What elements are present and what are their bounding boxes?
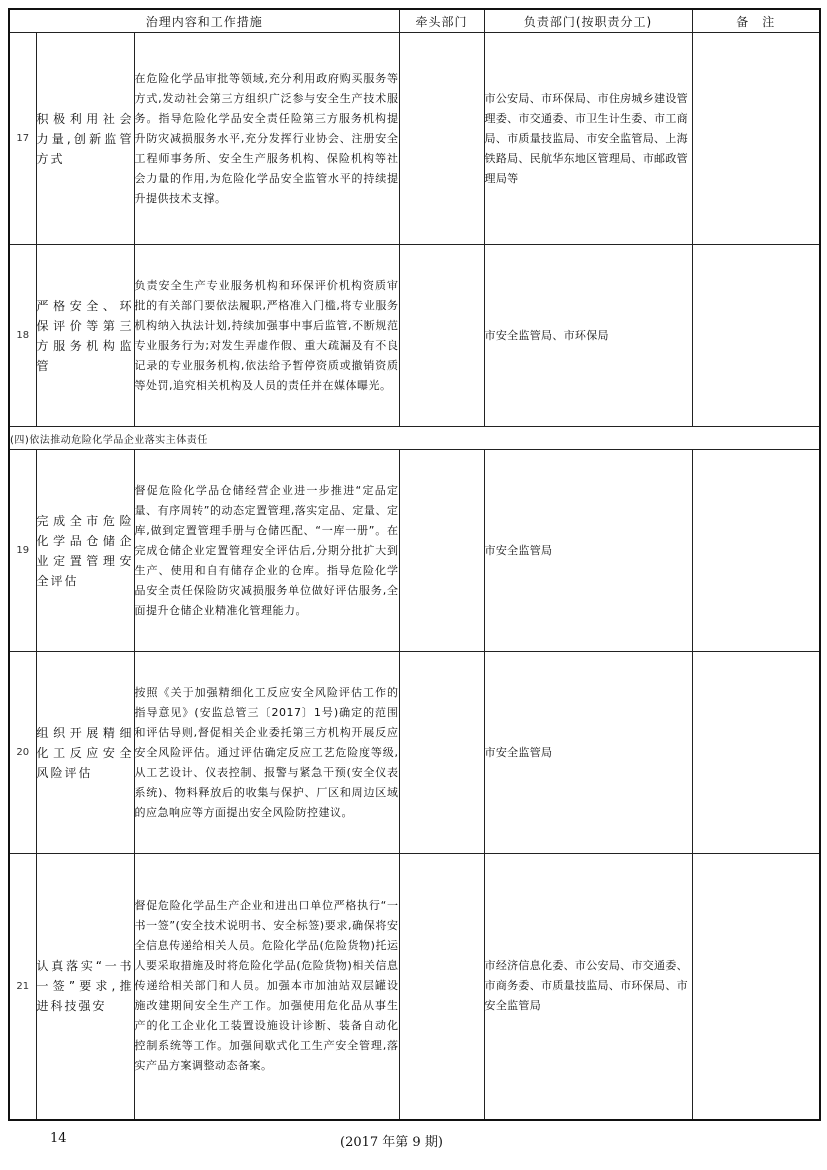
row-lead <box>399 854 484 1120</box>
header-row <box>9 9 820 33</box>
row-item: 认真落实“一书一签”要求,推进科技强安 <box>36 854 134 1120</box>
page-number: 14 <box>50 1131 67 1146</box>
row-responsible: 市经济信息化委、市公安局、市交通委、市商务委、市质量技监局、市环保局、市安全监管局 <box>484 854 692 1120</box>
row-responsible: 市安全监管局 <box>484 652 692 854</box>
row-measure: 按照《关于加强精细化工反应安全风险评估工作的指导意见》(安监总管三〔2017〕1号)确定的范围和评估导则,督促相关企业委托第三方机构开展反应安全风险评估。通过评估确定反应工艺危险度等级,从工艺设计、仪表控制、报警与紧急干预(安全仪表系统)、物料释放后的收集与保护、厂区和周边区域的应急响应等方面提出安全风险防控建议。 <box>134 652 399 854</box>
row-measure: 督促危险化学品仓储经营企业进一步推进“定品定量、有序周转”的动态定置管理,落实定品、定量、定库,做到定置管理手册与仓储匹配、“一库一册”。在完成仓储企业定置管理安全评估后,分期分批扩大到生产、使用和自有储存企业的仓库。指导危险化学品安全责任保险防灾减损服务单位做好评估服务,全面提升仓储企业精准化管理能力。 <box>134 450 399 652</box>
row-number: 18 <box>9 245 36 427</box>
row-measure: 督促危险化学品生产企业和进出口单位严格执行“一书一签”(安全技术说明书、安全标签)要求,确保将安全信息传递给相关人员。危险化学品(危险货物)托运人要采取措施及时将危险化学品(危险货物)相关信息传递给相关部门和人员。加强本市加油站双层罐设施改建期间安全生产工作。加强使用危化品从事生产的化工企业化工装置设施设计诊断、装备自动化控制系统等工作。加强间歇式化工生产安全管理,落实产品方案调整动态备案。 <box>134 854 399 1120</box>
row-remarks <box>692 450 820 652</box>
row-item: 积极利用社会力量,创新监管方式 <box>36 33 134 245</box>
row-lead <box>399 652 484 854</box>
row-number: 20 <box>9 652 36 854</box>
row-remarks <box>692 652 820 854</box>
table-row <box>9 450 820 652</box>
table-row <box>9 33 820 245</box>
table-row <box>9 854 820 1120</box>
section-heading: (四)依法推动危险化学品企业落实主体责任 <box>9 427 820 450</box>
row-number: 17 <box>9 33 36 245</box>
header-remarks: 备 注 <box>692 9 820 33</box>
row-responsible: 市安全监管局 <box>484 450 692 652</box>
governance-table <box>8 8 821 1121</box>
header-responsible: 负责部门(按职责分工) <box>484 9 692 33</box>
row-item: 严格安全、环保评价等第三方服务机构监管 <box>36 245 134 427</box>
row-item: 完成全市危险化学品仓储企业定置管理安全评估 <box>36 450 134 652</box>
row-remarks <box>692 245 820 427</box>
table-row <box>9 245 820 427</box>
row-measure: 负责安全生产专业服务机构和环保评价机构资质审批的有关部门要依法履职,严格准入门槛,将专业服务机构纳入执法计划,持续加强事中事后监管,不断规范专业服务行为;对发生弄虚作假、重大疏漏及有不良记录的专业服务机构,依法给予暂停资质或撤销资质等处罚,追究相关机构及人员的责任并在媒体曝光。 <box>134 245 399 427</box>
row-responsible: 市公安局、市环保局、市住房城乡建设管理委、市交通委、市卫生计生委、市工商局、市质量技监局、市安全监管局、上海铁路局、民航华东地区管理局、市邮政管理局等 <box>484 33 692 245</box>
row-item: 组织开展精细化工反应安全风险评估 <box>36 652 134 854</box>
row-number: 21 <box>9 854 36 1120</box>
row-lead <box>399 245 484 427</box>
section-row <box>9 427 820 450</box>
row-lead <box>399 33 484 245</box>
row-lead <box>399 450 484 652</box>
row-remarks <box>692 33 820 245</box>
table-row <box>9 652 820 854</box>
issue-label: (2017 年第 9 期) <box>340 1135 443 1150</box>
row-responsible: 市安全监管局、市环保局 <box>484 245 692 427</box>
header-content: 治理内容和工作措施 <box>9 9 399 33</box>
row-number: 19 <box>9 450 36 652</box>
row-remarks <box>692 854 820 1120</box>
row-measure: 在危险化学品审批等领域,充分利用政府购买服务等方式,发动社会第三方组织广泛参与安全生产技术服务。指导危险化学品安全责任险第三方服务机构提升防灾减损服务水平,充分发挥行业协会、注册安全工程师事务所、安全生产服务机构、保险机构等社会力量的作用,为危险化学品安全监管水平的持续提升提供技术支撑。 <box>134 33 399 245</box>
header-lead: 牵头部门 <box>399 9 484 33</box>
